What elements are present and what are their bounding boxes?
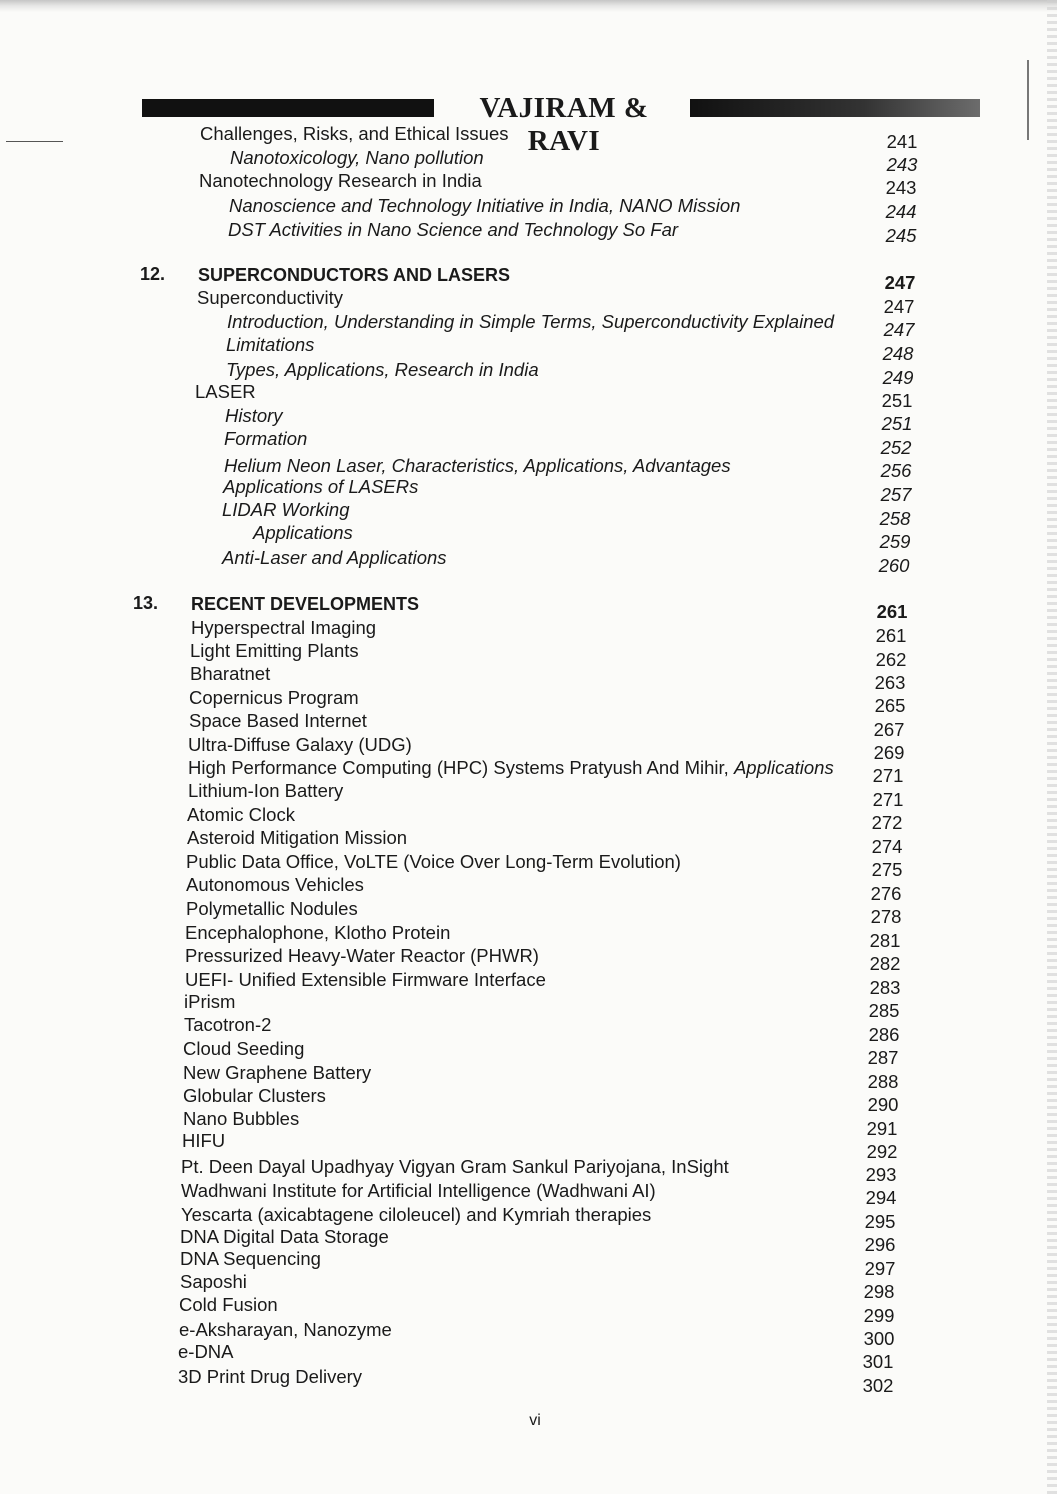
toc-entry-label: 3D Print Drug Delivery — [178, 1366, 363, 1387]
toc-entry-label: New Graphene Battery — [183, 1062, 372, 1083]
toc-entry-label: Nano Bubbles — [183, 1108, 300, 1129]
toc-entry-label: Light Emitting Plants — [190, 640, 359, 661]
toc-subentry-label: Formation — [224, 428, 308, 449]
margin-rule — [1027, 60, 1029, 140]
header-title: VAJIRAM & RAVI — [479, 92, 649, 157]
toc-entry-page: 281 — [869, 930, 901, 951]
toc-entry-label: Encephalophone, Klotho Protein — [185, 922, 451, 943]
margin-mark — [6, 141, 63, 142]
toc-subentry-page: 256 — [880, 460, 912, 481]
toc-entry-label: Autonomous Vehicles — [186, 874, 364, 895]
toc-entry-label: iPrism — [184, 991, 236, 1012]
toc-entry-page: 271 — [872, 765, 904, 786]
toc-entry-label: Cold Fusion — [179, 1294, 278, 1315]
toc-entry-page: 282 — [869, 953, 901, 974]
toc-entry-label: Globular Clusters — [183, 1085, 326, 1106]
toc-subentry-page: 245 — [885, 225, 917, 246]
toc-entry-label: Yescarta (axicabtagene ciloleucel) and Kymriah therapies — [181, 1204, 652, 1225]
toc-subentry-label: Applications of LASERs — [223, 476, 419, 497]
toc-entry-page: 262 — [875, 649, 907, 670]
toc-entry-page: 276 — [870, 883, 902, 904]
toc-subentry-label: Anti-Laser and Applications — [222, 547, 447, 568]
toc-subentry-label: Introduction, Understanding in Simple Terms, Superconductivity Explained — [227, 311, 835, 332]
page-number: vi — [529, 1412, 541, 1429]
toc-entry-page: 291 — [866, 1118, 898, 1139]
toc-subentry-page: 244 — [885, 201, 917, 222]
toc-entry-label: Hyperspectral Imaging — [191, 617, 377, 638]
toc-entry-page: 261 — [875, 625, 907, 646]
toc-entry-label: e-Aksharayan, Nanozyme — [179, 1319, 392, 1340]
toc-entry-label: Challenges, Risks, and Ethical Issues — [200, 123, 509, 144]
toc-entry-label: DNA Digital Data Storage — [180, 1226, 389, 1247]
toc-subentry-label: Nanoscience and Technology Initiative in India, NANO Mission — [229, 195, 741, 216]
toc-entry-label: Lithium-Ion Battery — [188, 780, 344, 801]
toc-entry-label: Cloud Seeding — [183, 1038, 305, 1059]
toc-entry-page: 272 — [871, 812, 903, 833]
header-bar-right — [690, 99, 980, 117]
toc-entry-page: 293 — [865, 1164, 897, 1185]
toc-entry-label: Public Data Office, VoLTE (Voice Over Long-Term Evolution) — [186, 851, 681, 872]
toc-entry-page: 263 — [874, 672, 906, 693]
toc-entry-page: 300 — [863, 1328, 895, 1349]
chapter-page: 261 — [876, 601, 908, 622]
toc-entry-label: HIFU — [182, 1130, 226, 1151]
chapter-number: 12. — [140, 264, 166, 284]
toc-subentry-page: 243 — [886, 154, 918, 175]
toc-entry-page: 267 — [873, 719, 905, 740]
toc-subentry-label: LIDAR Working — [222, 499, 350, 520]
toc-entry-page: 243 — [885, 177, 917, 198]
toc-entry-page: 297 — [864, 1258, 896, 1279]
toc-subentry-label: History — [225, 405, 283, 426]
toc-entry-label: Asteroid Mitigation Mission — [187, 827, 408, 848]
toc-entry-label: Tacotron-2 — [184, 1014, 272, 1035]
toc-entry-page: 265 — [874, 695, 906, 716]
toc-entry-page: 292 — [866, 1141, 898, 1162]
chapter-number: 13. — [133, 593, 159, 613]
toc-subentry-label: Limitations — [226, 334, 315, 355]
toc-subentry-label: DST Activities in Nano Science and Technology So Far — [228, 219, 679, 240]
toc-entry-label: Bharatnet — [190, 663, 271, 684]
toc-entry-label: Polymetallic Nodules — [186, 898, 358, 919]
toc-entry-page: 271 — [872, 789, 904, 810]
toc-entry-label: Wadhwani Institute for Artificial Intelligence (Wadhwani AI) — [181, 1180, 656, 1201]
toc-entry-page: 283 — [869, 977, 901, 998]
toc-entry-label: Atomic Clock — [187, 804, 295, 825]
toc-entry-page: 301 — [862, 1351, 894, 1372]
toc-entry-label: Space Based Internet — [189, 710, 367, 731]
toc-entry-page: 290 — [867, 1094, 899, 1115]
toc-entry-label: UEFI- Unified Extensible Firmware Interface — [185, 969, 546, 990]
toc-subentry-label: Helium Neon Laser, Characteristics, Applications, Advantages — [224, 455, 731, 476]
toc-entry-page: 278 — [870, 906, 902, 927]
toc-entry-page: 296 — [864, 1234, 896, 1255]
toc-entry-label: Pressurized Heavy-Water Reactor (PHWR) — [185, 945, 539, 966]
toc-subentry-page: 258 — [879, 508, 911, 529]
toc-entry-page: 269 — [873, 742, 905, 763]
toc-entry-page: 288 — [867, 1071, 899, 1092]
toc-entry-label: Saposhi — [180, 1271, 247, 1292]
toc-subentry-label: Nanotoxicology, Nano pollution — [230, 147, 484, 168]
scan-edge-right — [1047, 0, 1057, 1494]
toc-entry-page: 299 — [863, 1305, 895, 1326]
toc-entry-suffix: Applications — [733, 757, 834, 778]
toc-subentry-page: 259 — [879, 531, 911, 552]
toc-entry-label: Pt. Deen Dayal Upadhyay Vigyan Gram Sankul Pariyojana, InSight — [181, 1156, 729, 1177]
toc-entry-page: 251 — [881, 390, 913, 411]
toc-entry-label: Superconductivity — [197, 287, 344, 308]
toc-entry-text: High Performance Computing (HPC) Systems Pratyush And Mihir, — [188, 757, 729, 778]
toc-entry-page: 286 — [868, 1024, 900, 1045]
toc-subentry-page: 249 — [882, 367, 914, 388]
toc-entry-label: Copernicus Program — [189, 687, 359, 708]
toc-entry-label: Ultra-Diffuse Galaxy (UDG) — [188, 734, 412, 755]
toc-entry-page: 285 — [868, 1000, 900, 1021]
toc-subentry-label: Applications — [253, 522, 353, 543]
toc-subentry-page: 252 — [880, 437, 912, 458]
toc-entry-label: DNA Sequencing — [180, 1248, 321, 1269]
toc-entry-page: 274 — [871, 836, 903, 857]
header-bar-left — [142, 99, 434, 117]
chapter-title: RECENT DEVELOPMENTS — [191, 594, 420, 614]
toc-entry-page: 302 — [862, 1375, 894, 1396]
toc-entry-page: 247 — [883, 296, 915, 317]
toc-subentry-page: 248 — [882, 343, 914, 364]
chapter-title: SUPERCONDUCTORS AND LASERS — [198, 265, 511, 285]
toc-subentry-page: 247 — [883, 319, 915, 340]
toc-entry-page: 241 — [886, 131, 918, 152]
toc-entry-page: 294 — [865, 1187, 897, 1208]
toc-entry-page: 298 — [863, 1281, 895, 1302]
toc-entry-label: e-DNA — [178, 1341, 234, 1362]
chapter-page: 247 — [884, 272, 916, 293]
toc-entry-label: Nanotechnology Research in India — [199, 170, 482, 191]
toc-subentry-page: 251 — [881, 413, 913, 434]
toc-entry-page: 275 — [871, 859, 903, 880]
toc-subentry-label: Types, Applications, Research in India — [226, 359, 539, 380]
toc-entry-page: 295 — [864, 1211, 896, 1232]
toc-entry-page: 287 — [867, 1047, 899, 1068]
toc-entry-label — [188, 757, 834, 779]
toc-entry-label: LASER — [195, 381, 256, 402]
scan-edge-top — [0, 0, 1057, 12]
toc-subentry-page: 257 — [880, 484, 912, 505]
toc-subentry-page: 260 — [878, 555, 910, 576]
